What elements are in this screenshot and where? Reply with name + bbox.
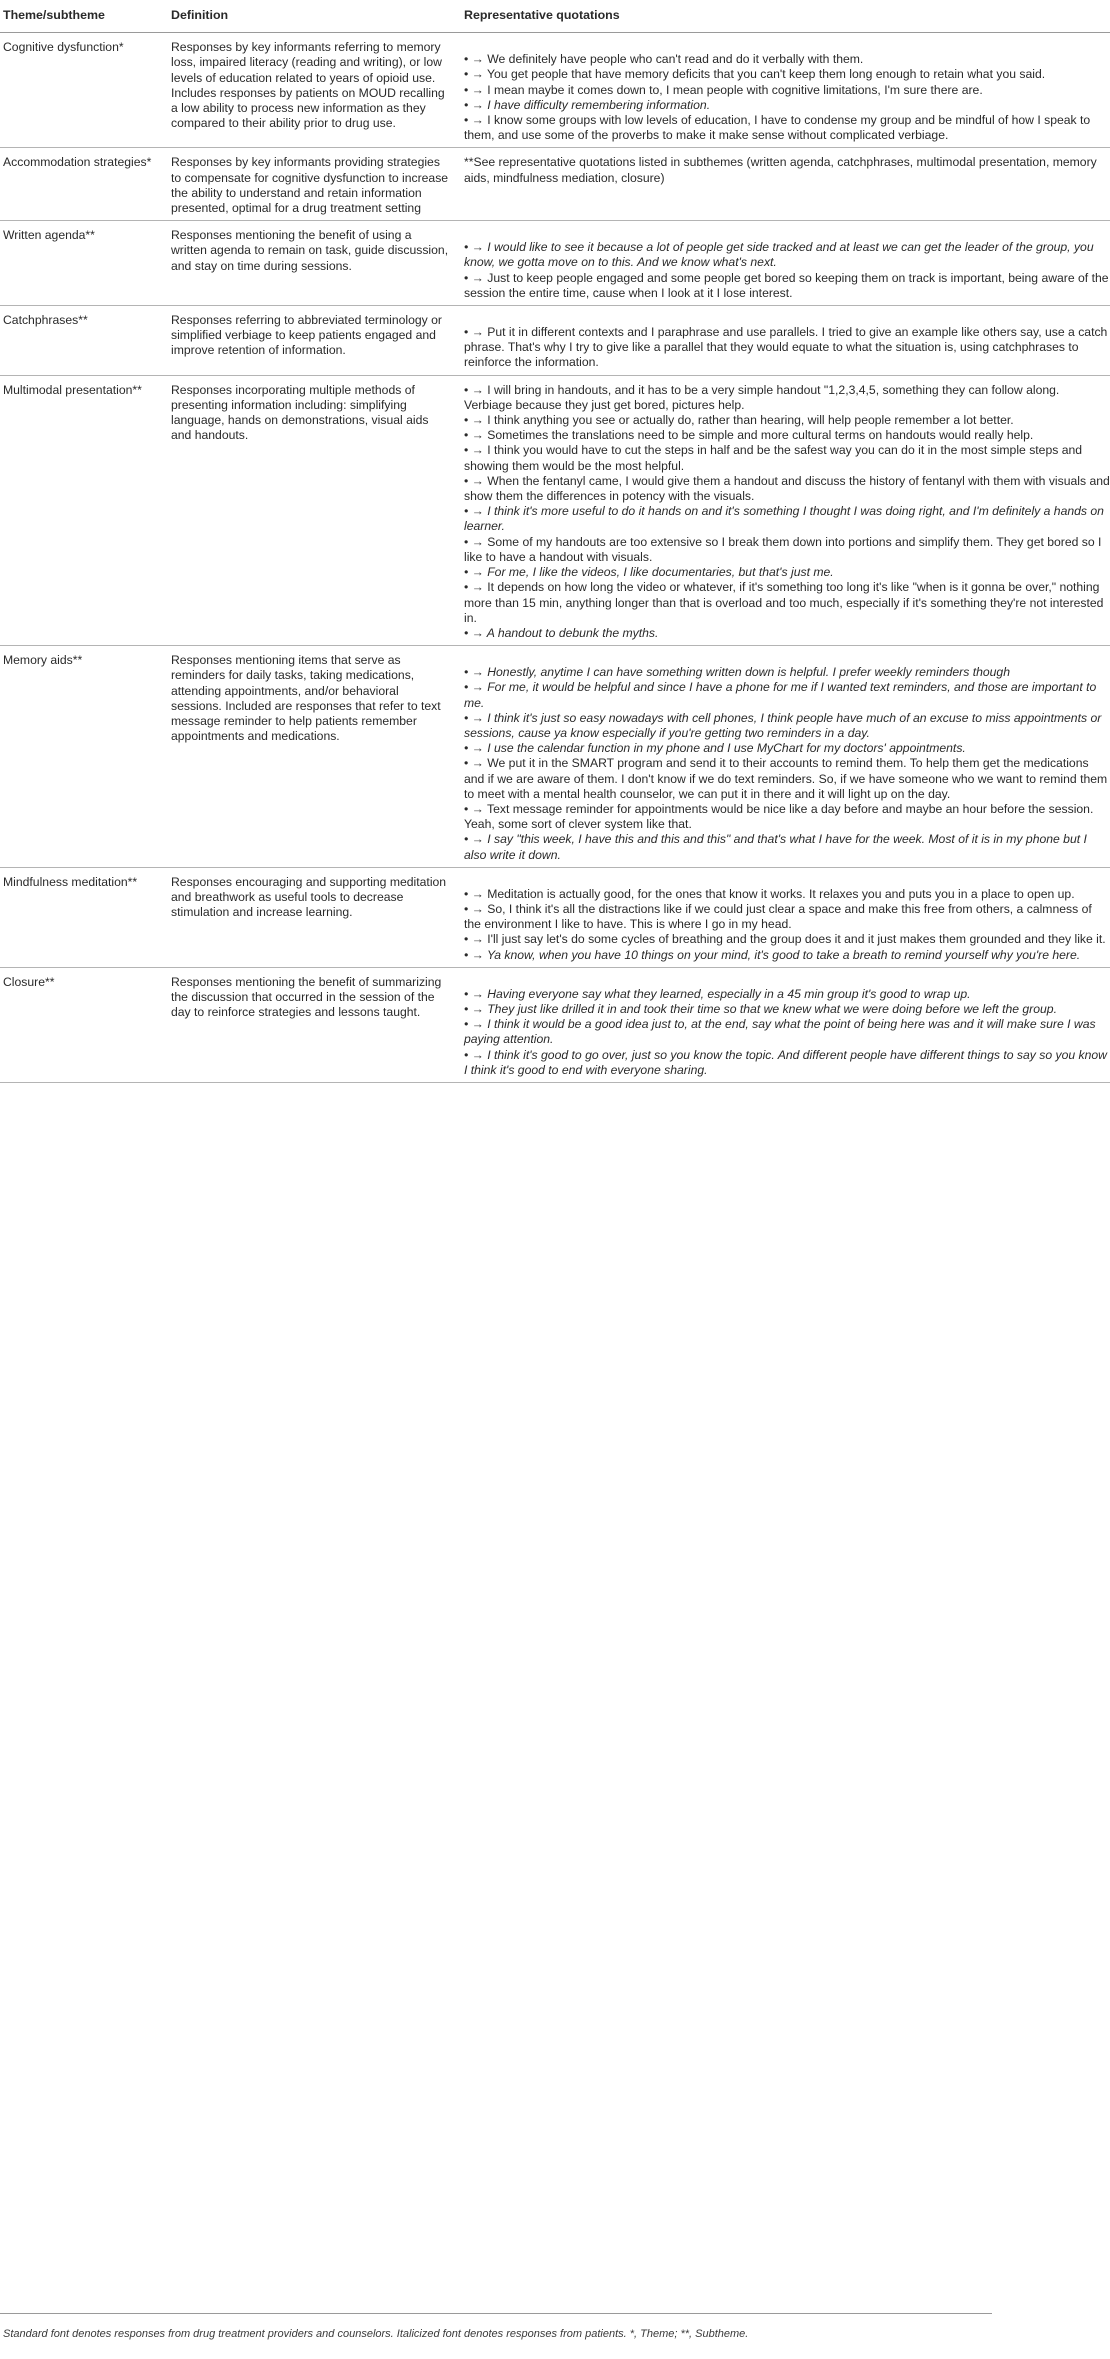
patient-quote: • → For me, it would be helpful and since I have a phone for me if I wanted text reminders, and those are important to me.: [464, 680, 1097, 710]
spacer: [464, 313, 1110, 325]
theme-cell: Written agenda**: [0, 221, 168, 306]
table-row: [0, 967, 1110, 1082]
definition-cell: Responses by key informants referring to memory loss, impaired literacy (reading and writing), or low levels of education related to years of opioid use. Includes responses by patients on MOUD recalling a low ability to process new information as they compared to their ability prior to drug use.: [168, 33, 461, 148]
definition-cell: Responses mentioning the benefit of using a written agenda to remain on task, guide discussion, and stay on time during sessions.: [168, 221, 461, 306]
definition-cell: Responses referring to abbreviated terminology or simplified verbiage to keep patients engaged and improve retention of information.: [168, 306, 461, 376]
provider-quote: • → We definitely have people who can't read and do it verbally with them.: [464, 52, 864, 67]
quotations-cell: [461, 375, 1110, 645]
definition-cell: Responses incorporating multiple methods of presenting information including: simplifying language, hands on demonstrations, visual aids and handouts.: [168, 375, 461, 645]
theme-cell: Memory aids**: [0, 646, 168, 868]
definition-cell: Responses by key informants providing strategies to compensate for cognitive dysfunction to increase the ability to understand and retain information presented, optimal for a drug treatment setting: [168, 148, 461, 221]
patient-quote: • → I use the calendar function in my phone and I use MyChart for my doctors' appointments.: [464, 741, 966, 756]
quotations-cell: [461, 148, 1110, 221]
table-row: [0, 148, 1110, 221]
themes-table: [0, 0, 1110, 1083]
spacer: [464, 40, 1110, 52]
patient-quote: • → I think it's just so easy nowadays with cell phones, I think people have much of an excuse to miss appointments or sessions, cause ya know especially if you're getting two reminders in a day.: [464, 710, 1102, 740]
quotations-cell: [461, 221, 1110, 306]
provider-quote: • → I think anything you see or actually do, rather than hearing, will help people remember a lot better.: [464, 413, 1014, 428]
patient-quote: • → I have difficulty remembering information.: [464, 97, 711, 112]
table-row: [0, 221, 1110, 306]
spacer: [464, 975, 1110, 987]
patient-quote: • → I think it would be a good idea just to, at the end, say what the point of being here was and it will make sure I was paying attention.: [464, 1017, 1096, 1047]
quotations-cell: [461, 646, 1110, 868]
quotations-cell: [461, 967, 1110, 1082]
table-row: [0, 306, 1110, 376]
provider-quote: • → I will bring in handouts, and it has to be a very simple handout "1,2,3,4,5, something they can follow along. Verbiage because they just get bored, pictures help.: [464, 382, 1060, 412]
patient-quote: • → I say "this week, I have this and this and this" and that's what I have for the week. Most of it is in my phone but I also write it down.: [464, 832, 1087, 862]
provider-quote: • → I think you would have to cut the steps in half and be the safest way you can do it in the most simple steps and showing them would be the most helpful.: [464, 443, 1083, 473]
provider-quote: • → Meditation is actually good, for the ones that know it works. It relaxes you and puts you in a place to open up.: [464, 886, 1075, 901]
theme-cell: Mindfulness meditation**: [0, 867, 168, 967]
header-quotations: Representative quotations: [461, 0, 1110, 33]
patient-quote: • → They just like drilled it in and took their time so that we knew what we were doing before we left the group.: [464, 1001, 1057, 1016]
table-row: [0, 33, 1110, 148]
table-row: [0, 867, 1110, 967]
quotations-cell: [461, 33, 1110, 148]
table-body: [0, 33, 1110, 1083]
definition-cell: Responses mentioning items that serve as reminders for daily tasks, taking medications, attending appointments, and/or behavioral sessions. Included are responses that refer to text message reminder to help patients remember appointments and medications.: [168, 646, 461, 868]
theme-cell: Accommodation strategies*: [0, 148, 168, 221]
patient-quote: • → Having everyone say what they learned, especially in a 45 min group it's good to wrap up.: [464, 986, 971, 1001]
patient-quote: • → A handout to debunk the myths.: [464, 625, 659, 640]
quotations-cell: [461, 306, 1110, 376]
provider-quote: • → We put it in the SMART program and send it to their accounts to remind them. To help them get the medications and if we are aware of them. I don't know if we do text reminders. So, if we have someone who we want to remind them to meet with a mental health counselor, we can put it in there and it will light up on the day.: [464, 756, 1108, 801]
provider-quote: • → So, I think it's all the distractions like if we could just clear a space and make this free from others, a calmness of the environment I like to have. This is where I go in my head.: [464, 901, 1092, 932]
provider-quote: • → I know some groups with low levels of education, I have to condense my group and be mindful of how I speak to them, and use some of the proverbs to make it make sense without complicated verbiage.: [464, 113, 1091, 143]
theme-cell: Closure**: [0, 967, 168, 1082]
quotations-cell: [461, 867, 1110, 967]
provider-quote: • → Sometimes the translations need to be simple and more cultural terms on handouts would really help.: [464, 428, 1034, 443]
table-row: [0, 646, 1110, 868]
header-theme: Theme/subtheme: [0, 0, 168, 33]
table-footnote: Standard font denotes responses from drug treatment providers and counselors. Italicized font denotes responses from patients. *, Theme; **, Subtheme.: [3, 2328, 749, 2340]
provider-quote: • → Just to keep people engaged and some people get bored so keeping them on track is important, being aware of the session the entire time, cause when I look at it I lose interest.: [464, 270, 1109, 300]
table-row: [0, 375, 1110, 645]
theme-cell: Cognitive dysfunction*: [0, 33, 168, 148]
provider-quote: • → I'll just say let's do some cycles of breathing and the group does it and it just makes them grounded and they like it.: [464, 932, 1106, 947]
header-definition: Definition: [168, 0, 461, 33]
spacer: [464, 875, 1110, 887]
provider-quote: • → Put it in different contexts and I paraphrase and use parallels. I tried to give an example like others say, use a catch phrase. That's why I try to give like a parallel that they would equate to what the situation is, using catchphrases to reinforce the information.: [464, 325, 1108, 370]
provider-quote: **See representative quotations listed in subthemes (written agenda, catchphrases, multimodal presentation, memory aids, mindfulness mediation, closure): [464, 155, 1097, 185]
definition-cell: Responses encouraging and supporting meditation and breathwork as useful tools to decrease stimulation and increase learning.: [168, 867, 461, 967]
provider-quote: • → It depends on how long the video or whatever, if it's something too long it's like "when is it gonna be over," nothing more than 15 min, anything longer than that is overload and too much, especially if it's something they're not interested in.: [464, 580, 1104, 625]
provider-quote: • → You get people that have memory deficits that you can't keep them long enough to retain what you said.: [464, 67, 1046, 82]
patient-quote: • → Ya know, when you have 10 things on your mind, it's good to take a breath to remind yourself why you're here.: [464, 947, 1081, 962]
definition-cell: Responses mentioning the benefit of summarizing the discussion that occurred in the session of the day to reinforce strategies and lessons taught.: [168, 967, 461, 1082]
provider-quote: • → Some of my handouts are too extensive so I break them down into portions and simplify them. They get bored so I like to have a handout with visuals.: [464, 534, 1102, 564]
provider-quote: • → When the fentanyl came, I would give them a handout and discuss the history of fentanyl with them with visuals and show them the differences in potency with the visuals.: [464, 473, 1110, 504]
table-footnote-area: [0, 2313, 992, 2342]
spacer: [464, 653, 1110, 665]
theme-cell: Catchphrases**: [0, 306, 168, 376]
theme-cell: Multimodal presentation**: [0, 375, 168, 645]
patient-quote: • → I would like to see it because a lot of people get side tracked and at least we can get the leader of the group, you know, we gotta move on to this. And we know what's next.: [464, 240, 1094, 270]
patient-quote: • → Honestly, anytime I can have something written down is helpful. I prefer weekly reminders though: [464, 665, 1010, 680]
spacer: [464, 228, 1110, 240]
provider-quote: • → Text message reminder for appointments would be nice like a day before and maybe an hour before the session. Yeah, some sort of clever system like that.: [464, 801, 1094, 832]
patient-quote: • → I think it's more useful to do it hands on and it's something I thought I was doing right, and I'm definitely a hands on learner.: [464, 504, 1104, 534]
patient-quote: • → I think it's good to go over, just so you know the topic. And different people have different things to say so you know I think it's good to end with everyone sharing.: [464, 1047, 1107, 1077]
table-header-row: [0, 0, 1110, 33]
provider-quote: • → I mean maybe it comes down to, I mean people with cognitive limitations, I'm sure there are.: [464, 82, 983, 97]
patient-quote: • → For me, I like the videos, I like documentaries, but that's just me.: [464, 565, 834, 580]
